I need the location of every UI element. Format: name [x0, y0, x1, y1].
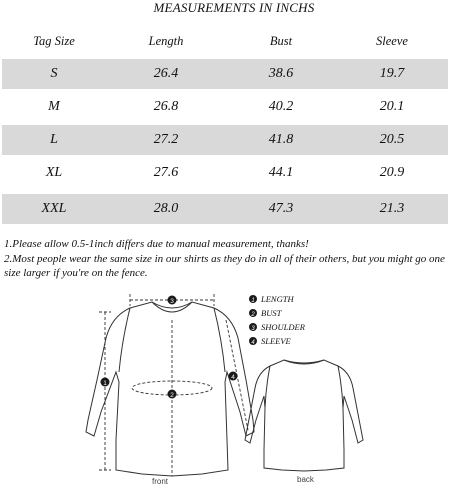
legend-label-length: LENGTH: [261, 294, 294, 304]
header-bust: Bust: [269, 33, 293, 48]
legend-label-shoulder: SHOULDER: [261, 322, 305, 332]
legend-num-shoulder: 3: [251, 326, 255, 332]
marker-shoulder-number: 3: [170, 298, 174, 305]
length-cell: 28.0: [153, 201, 179, 216]
sleeve-cell: 20.5: [379, 132, 405, 147]
back-label: back: [297, 475, 314, 484]
marker-sleeve-number: 4: [231, 374, 235, 381]
legend-label-bust: BUST: [261, 308, 282, 318]
sleeve-cell: 20.9: [379, 165, 405, 180]
legend-num-length: 1: [251, 298, 255, 304]
length-cell: 26.4: [153, 66, 179, 81]
header-sleeve: Sleeve: [376, 33, 408, 48]
size-cell: S: [50, 66, 58, 81]
front-label: front: [152, 477, 169, 486]
back-shirt-outline: [245, 360, 363, 471]
marker-length-number: 1: [103, 380, 107, 387]
sleeve-cell: 19.7: [379, 66, 405, 81]
left-armhole-seam: [119, 308, 130, 372]
legend-num-sleeve: 4: [251, 340, 255, 346]
bust-cell: 41.8: [268, 132, 294, 147]
size-cell: L: [50, 132, 58, 147]
legend-label-sleeve: SLEEVE: [261, 336, 291, 346]
page-title: MEASUREMENTS IN INCHS: [153, 0, 315, 15]
bust-cell: 38.6: [268, 66, 294, 81]
back-right-armhole: [338, 366, 343, 408]
header-tag-size: Tag Size: [33, 33, 75, 48]
legend-num-bust: 2: [251, 312, 255, 318]
bust-cell: 44.1: [268, 165, 294, 180]
back-left-armhole: [265, 366, 270, 408]
bust-cell: 47.3: [268, 201, 294, 216]
length-cell: 27.2: [153, 132, 179, 147]
front-shirt-outline: [86, 302, 254, 476]
note-size-advice: 2.Most people wear the same size in our shirts as they do in all of their others, but you might go one size larger if you're on the fence.: [4, 253, 445, 279]
right-armhole-seam: [214, 308, 225, 372]
sleeve-cell: 20.1: [379, 99, 405, 114]
length-cell: 26.8: [153, 99, 179, 114]
note-manual-measurement: 1.Please allow 0.5-1inch differs due to manual measurement, thanks!: [4, 238, 309, 250]
length-cell: 27.6: [153, 165, 179, 180]
sleeve-cell: 21.3: [379, 201, 405, 216]
header-length: Length: [148, 33, 184, 48]
bust-cell: 40.2: [268, 99, 294, 114]
size-cell: M: [48, 99, 60, 114]
size-cell: XXL: [41, 201, 67, 216]
size-cell: XL: [45, 165, 63, 180]
marker-bust-number: 2: [170, 392, 174, 399]
